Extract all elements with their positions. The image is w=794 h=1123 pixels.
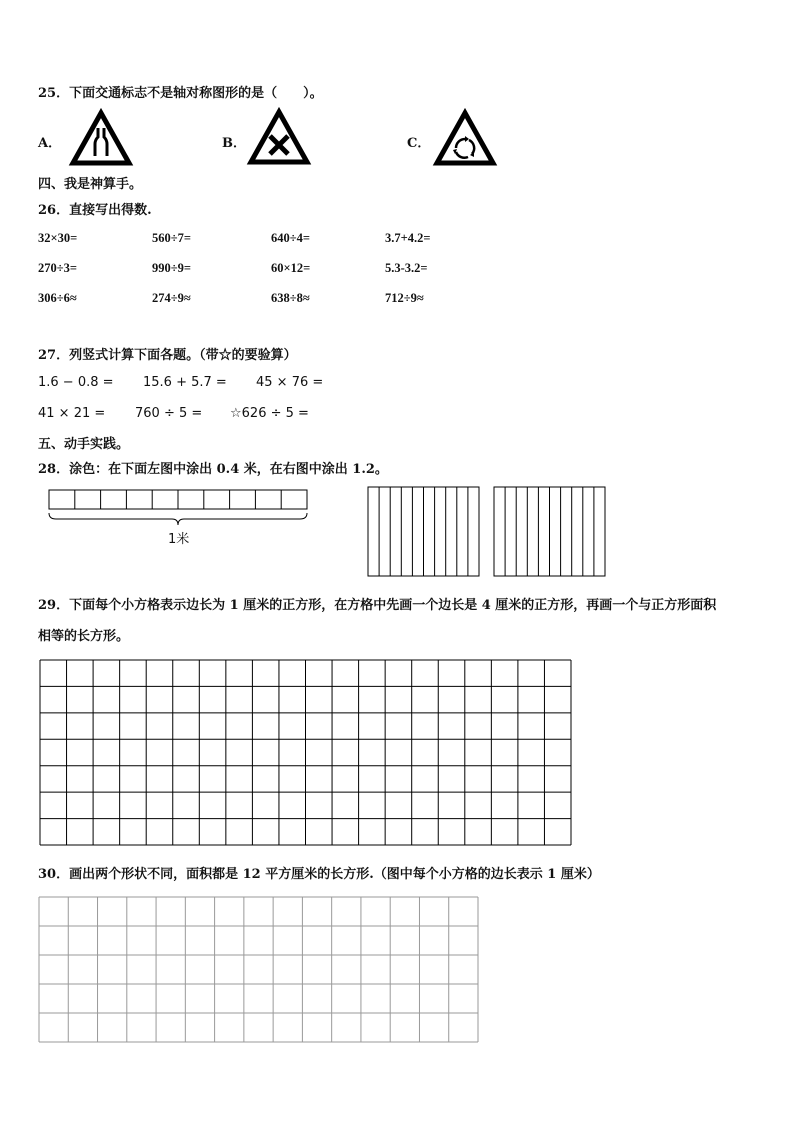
q26-expr: 32×30= (38, 231, 78, 245)
question-29-line2: 相等的长方形。 (38, 629, 130, 644)
q26-expr: 3.7+4.2= (385, 231, 431, 245)
q27-expr-2: 15.6 + 5.7 = (143, 375, 227, 390)
option-a-label: A． (38, 136, 62, 151)
q26-expr: 990÷9= (152, 261, 191, 275)
q26-expr: 306÷6≈ (38, 291, 77, 305)
grid-q29[interactable] (39, 659, 573, 847)
unit-square-right[interactable] (493, 486, 607, 578)
question-27: 27．列竖式计算下面各题。（带☆的要验算） (38, 348, 297, 363)
q26-expr: 270÷3= (38, 261, 77, 275)
unit-square-left[interactable] (367, 486, 481, 578)
q26-expr: 638÷8≈ (271, 291, 310, 305)
question-28: 28．涂色：在下面左图中涂出 0.4 米，在右图中涂出 1.2。 (38, 462, 388, 477)
q27-expr-4: 41 × 21 = (38, 406, 106, 421)
grid-q30[interactable] (38, 896, 480, 1044)
q26-expr: 560÷7= (152, 231, 191, 245)
q27-expr-5: 760 ÷ 5 = (135, 406, 203, 421)
ruler-label: 1米 (168, 532, 190, 547)
q26-expr: 712÷9≈ (385, 291, 424, 305)
question-26: 26．直接写出得数. (38, 203, 152, 218)
option-b-label: B． (222, 136, 246, 151)
meter-ruler-diagram[interactable] (48, 489, 310, 529)
section-5-title: 五、动手实践。 (38, 437, 130, 452)
q26-expr: 274÷9≈ (152, 291, 191, 305)
question-29-line1: 29．下面每个小方格表示边长为 1 厘米的正方形，在方格中先画一个边长是 4 厘米的正方形，再画一个与正方形面积 (38, 598, 717, 613)
q27-expr-1: 1.6 − 0.8 = (38, 375, 114, 390)
roundabout-sign-icon (434, 110, 496, 166)
q26-expr: 60×12= (271, 261, 311, 275)
ruler-brace (49, 513, 307, 525)
question-30: 30．画出两个形状不同，面积都是 12 平方厘米的长方形.（图中每个小方格的边长表示 1 厘米） (38, 867, 600, 882)
narrow-road-sign-icon (70, 110, 132, 166)
q27-expr-6: ☆626 ÷ 5 = (230, 406, 309, 421)
option-c-label: C． (407, 136, 431, 151)
crossroads-x-sign-icon (248, 109, 310, 165)
q26-expr: 640÷4= (271, 231, 310, 245)
section-4-title: 四、我是神算手。 (38, 177, 143, 192)
q27-expr-3: 45 × 76 = (256, 375, 324, 390)
q26-expr: 5.3-3.2= (385, 261, 428, 275)
question-25: 25．下面交通标志不是轴对称图形的是（ ）。 (38, 86, 323, 101)
